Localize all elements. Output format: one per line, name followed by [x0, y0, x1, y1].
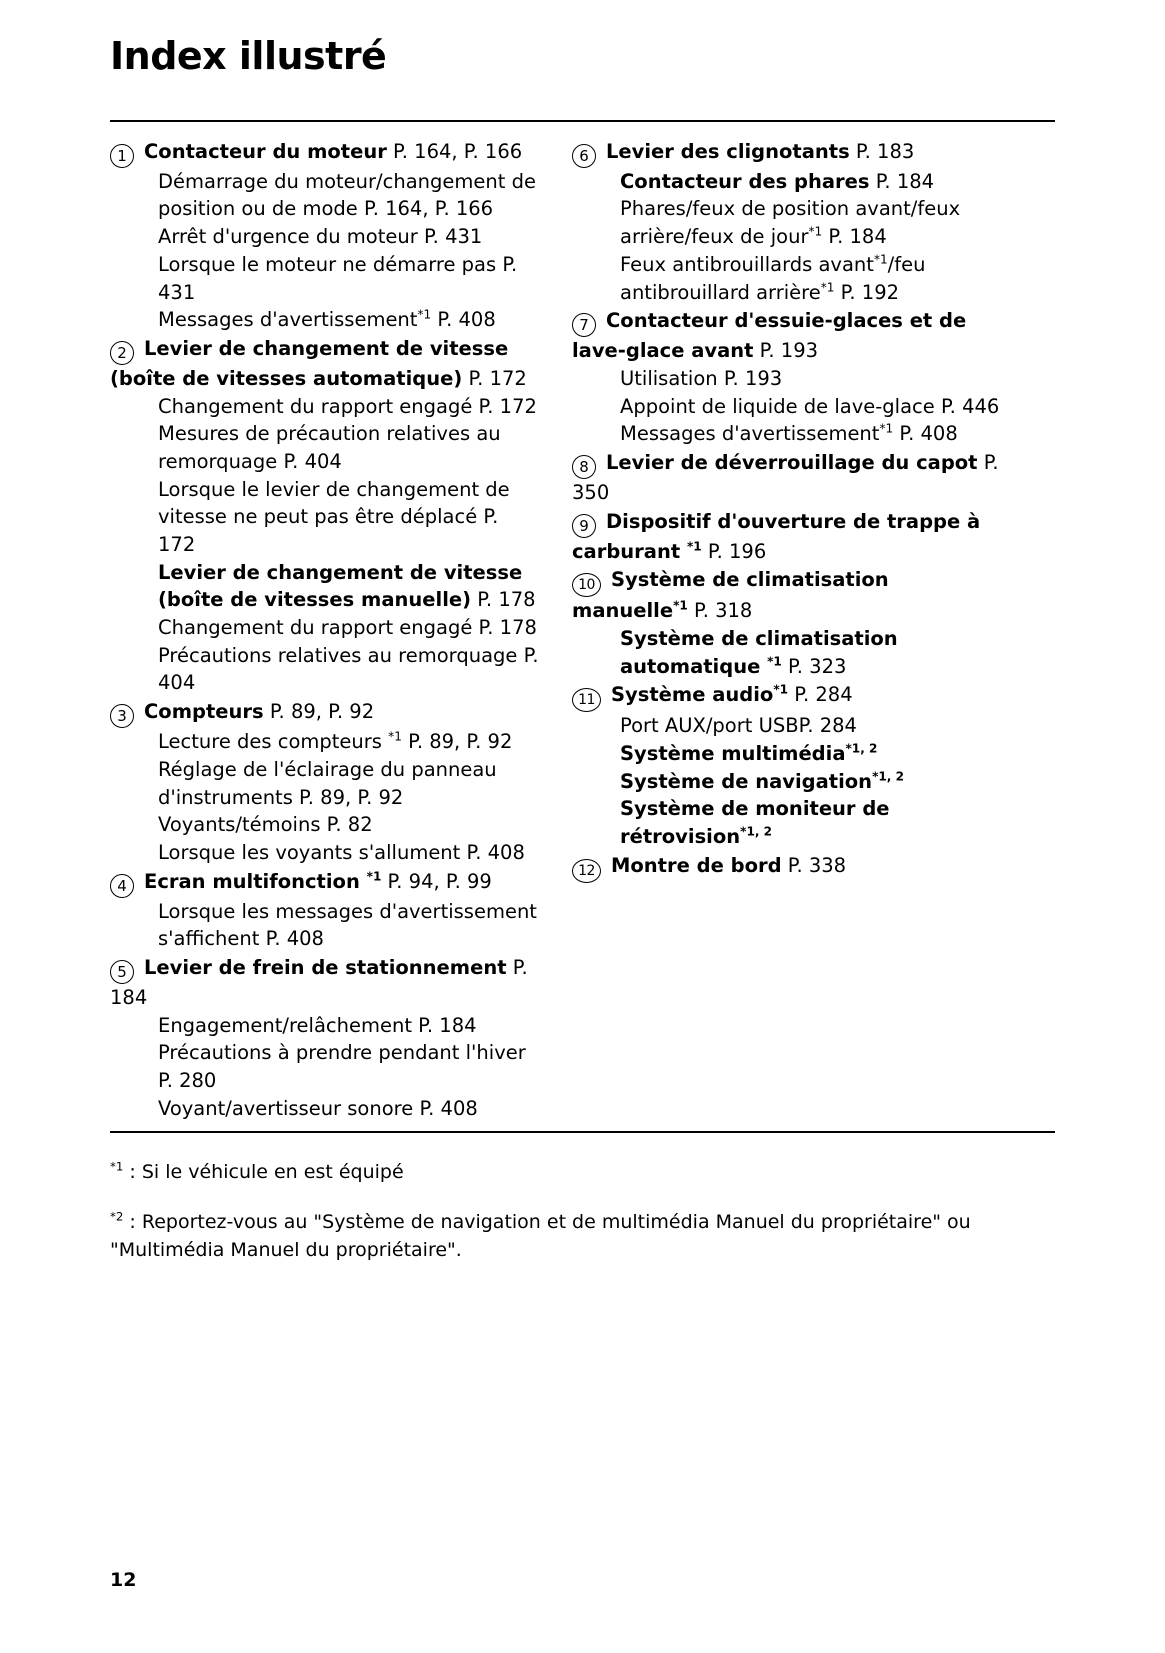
index-entry	[572, 449, 1002, 507]
entry-page-ref[interactable]: P. 318	[687, 599, 753, 623]
entry-title: Levier de déverrouillage du capot	[606, 450, 978, 474]
entry-number-badge: 6	[572, 144, 596, 168]
entry-title: Levier des clignotants	[606, 139, 850, 163]
footnote-marker: *1	[879, 421, 894, 436]
subitem-text: Lorsque le moteur ne démarre pas P. 431	[158, 252, 518, 304]
footnote-2	[110, 1209, 1055, 1264]
footnote-text: : Reportez-vous au "Système de navigation et de multimédia Manuel du propriétaire" ou "Multimédia Manuel du propriétaire".	[110, 1210, 971, 1261]
entry-subitem[interactable]	[572, 740, 1002, 768]
entry-page-ref[interactable]: P. 350	[572, 450, 999, 504]
subitem-text: Système de moniteur de rétrovision	[620, 797, 890, 849]
subitem-page-ref: P. 178	[471, 588, 536, 612]
subitem-page-ref: P. 89, P. 92	[401, 730, 513, 754]
entry-page-ref[interactable]: P. 164, P. 166	[386, 139, 523, 163]
footnote-1	[110, 1159, 1055, 1187]
entry-page-ref[interactable]: P. 196	[701, 539, 767, 563]
page-number: 12	[110, 1569, 137, 1591]
entry-title: Compteurs	[144, 700, 264, 724]
entry-number-badge: 7	[572, 313, 596, 337]
entry-number-badge: 4	[110, 874, 134, 898]
index-entry	[110, 868, 540, 953]
entry-subitem[interactable]	[572, 768, 1002, 796]
footnote-marker: *1	[873, 252, 888, 267]
entry-subitem[interactable]	[110, 251, 540, 306]
entry-subitem[interactable]	[572, 625, 1002, 680]
entry-page-ref[interactable]: P. 284	[788, 683, 853, 707]
subitem-text: Changement du rapport engagé P. 172	[158, 394, 537, 418]
entry-heading	[572, 681, 1002, 712]
entry-subitem[interactable]	[572, 168, 1002, 196]
entry-number-badge: 10	[572, 573, 601, 597]
entry-subitem[interactable]	[110, 1039, 540, 1094]
entry-subitem[interactable]	[572, 195, 1002, 250]
subitem-page-ref: P. 184	[869, 169, 935, 193]
index-entry	[110, 335, 540, 697]
entry-heading	[110, 698, 540, 728]
footnote-text: : Si le véhicule en est équipé	[123, 1161, 404, 1184]
subitem-text: Arrêt d'urgence du moteur P. 431	[158, 225, 483, 249]
footnote-marker: *1, 2	[740, 824, 773, 839]
entry-subitem[interactable]	[110, 614, 540, 642]
entry-subitem[interactable]	[110, 728, 540, 756]
subitem-text: Système multimédia	[620, 742, 846, 766]
footnote-marker: *1, 2	[872, 769, 904, 784]
entry-subitem[interactable]	[572, 795, 1002, 850]
entry-heading	[110, 138, 540, 168]
entry-title: Levier de changement de vitesse (boîte de vitesses automatique)	[110, 336, 509, 390]
index-entry	[110, 698, 540, 866]
entry-subitem[interactable]	[110, 306, 540, 334]
entry-subitem[interactable]	[110, 811, 540, 839]
entry-number-badge: 9	[572, 514, 596, 538]
index-entry	[572, 138, 1002, 306]
page-title: Index illustré	[110, 34, 387, 78]
subitem-page-ref: P. 408	[431, 308, 496, 332]
subitem-text: Lorsque les voyants s'allument P. 408	[158, 840, 525, 864]
entry-number-badge: 5	[110, 960, 134, 984]
footnote-marker: *1, 2	[845, 741, 878, 756]
entry-subitem[interactable]	[110, 839, 540, 867]
entry-subitem[interactable]	[572, 393, 1002, 421]
entry-number-badge: 11	[572, 688, 601, 712]
index-entry	[572, 681, 1002, 850]
entry-page-ref[interactable]: P. 89, P. 92	[263, 700, 375, 724]
entry-heading	[110, 335, 540, 393]
entry-heading	[110, 868, 540, 898]
entry-subitem[interactable]	[110, 476, 540, 559]
subitem-text: Utilisation P. 193	[620, 366, 783, 390]
subitem-text: Appoint de liquide de lave-glace P. 446	[620, 394, 1000, 418]
index-entry	[572, 852, 1002, 883]
subitem-text: Messages d'avertissement	[158, 308, 418, 332]
entry-number-badge: 8	[572, 455, 596, 479]
subitem-text: Phares/feux de position avant/feux arrière/feux de jour	[620, 197, 961, 249]
footnote-marker: *1	[820, 280, 835, 295]
subitem-text: Messages d'avertissement	[620, 422, 880, 446]
subitem-text: Mesures de précaution relatives au remorquage P. 404	[158, 422, 501, 473]
entry-page-ref[interactable]: P. 183	[849, 139, 915, 163]
subitem-text: Changement du rapport engagé P. 178	[158, 616, 537, 640]
subitem-page-ref: P. 184	[822, 225, 887, 249]
entry-subitem[interactable]	[110, 223, 540, 251]
entry-heading	[572, 449, 1002, 507]
subitem-text: Système de climatisation automatique	[620, 627, 898, 678]
entry-subitem[interactable]	[110, 168, 540, 223]
footnote-marker: *1	[773, 682, 789, 697]
entry-title: Montre de bord	[611, 853, 782, 877]
entry-title: Système audio	[611, 683, 774, 707]
index-entry	[572, 566, 1002, 680]
entry-subitem[interactable]	[110, 756, 540, 811]
entry-heading	[572, 852, 1002, 883]
footnote-marker: *1	[388, 729, 402, 744]
entry-number-badge: 12	[572, 859, 601, 883]
entry-subitem[interactable]	[110, 1012, 540, 1040]
left-column	[110, 138, 540, 1124]
right-column	[572, 138, 1002, 884]
entry-subitem[interactable]	[110, 898, 540, 953]
subitem-text: Système de navigation	[620, 769, 873, 793]
entry-subitem[interactable]	[572, 365, 1002, 393]
subitem-text: Démarrage du moteur/changement de position ou de mode P. 164, P. 166	[158, 169, 536, 221]
subitem-text: Précautions à prendre pendant l'hiver P. 280	[158, 1041, 526, 1093]
index-entry	[110, 954, 540, 1122]
footnote-marker: *1	[767, 654, 782, 669]
footer-divider	[110, 1131, 1055, 1133]
entry-number-badge: 1	[110, 144, 134, 168]
entry-heading	[572, 138, 1002, 168]
entry-subitem[interactable]	[110, 393, 540, 421]
entry-heading	[572, 566, 1002, 625]
entry-subitem[interactable]	[572, 712, 1002, 740]
subitem-text: Voyants/témoins P. 82	[158, 813, 373, 837]
subitem-text: Voyant/avertisseur sonore P. 408	[158, 1096, 478, 1120]
entry-page-ref[interactable]: P. 94, P. 99	[381, 869, 492, 893]
entry-page-ref[interactable]: P. 184	[110, 955, 528, 1009]
footnote-marker: *1	[366, 869, 382, 884]
entry-heading	[110, 954, 540, 1012]
entry-title: Ecran multifonction	[144, 869, 367, 893]
entry-heading	[572, 307, 1002, 365]
subitem-text: Feux antibrouillards avant	[620, 252, 874, 276]
entry-subitem[interactable]	[572, 251, 1002, 306]
entry-page-ref[interactable]: P. 193	[753, 339, 819, 363]
entry-title: Système de climatisation manuelle	[572, 568, 889, 623]
subitem-text: Port AUX/port USBP. 284	[620, 714, 857, 738]
index-entry	[572, 508, 1002, 566]
entry-page-ref[interactable]: P. 338	[781, 853, 847, 877]
subitem-text: Lorsque les messages d'avertissement s'affichent P. 408	[158, 899, 537, 951]
subitem-page-ref: P. 408	[893, 422, 958, 446]
entry-subitem[interactable]	[110, 559, 540, 614]
entry-page-ref[interactable]: P. 172	[462, 366, 527, 390]
entry-title: Levier de frein de stationnement	[144, 955, 507, 979]
subitem-text: Lorsque le levier de changement de vitesse ne peut pas être déplacé P. 172	[158, 477, 510, 557]
subitem-text-cont: /feu antibrouillard arrière	[620, 252, 926, 304]
entry-title: Dispositif d'ouverture de trappe à carburant	[572, 509, 981, 563]
footnote-marker: *1	[808, 224, 823, 239]
subitem-text: Contacteur des phares	[620, 169, 870, 193]
index-entry	[572, 307, 1002, 448]
entry-title: Contacteur du moteur	[144, 139, 387, 163]
footnote-marker: *1	[110, 1160, 124, 1175]
subitem-text: Lecture des compteurs	[158, 730, 389, 754]
index-columns	[110, 138, 1055, 1124]
footnote-marker: *2	[110, 1209, 124, 1224]
footnote-marker: *1	[673, 598, 688, 613]
entry-title: Contacteur d'essuie-glaces et de lave-glace avant	[572, 309, 967, 363]
subitem-text: Levier de changement de vitesse (boîte de vitesses manuelle)	[158, 560, 523, 612]
entry-number-badge: 2	[110, 341, 134, 365]
entry-subitem[interactable]	[110, 420, 540, 475]
subitem-text: Précautions relatives au remorquage P. 404	[158, 643, 539, 695]
subitem-text: Réglage de l'éclairage du panneau d'instruments P. 89, P. 92	[158, 757, 497, 809]
entry-number-badge: 3	[110, 704, 134, 728]
entry-subitem[interactable]	[110, 1095, 540, 1123]
subitem-text: Engagement/relâchement P. 184	[158, 1013, 477, 1037]
index-entry	[110, 138, 540, 334]
subitem-page-ref: P. 323	[781, 654, 847, 678]
entry-heading	[572, 508, 1002, 566]
footnote-marker: *1	[417, 307, 432, 322]
entry-subitem[interactable]	[110, 642, 540, 697]
header-divider	[110, 120, 1055, 122]
footnote-marker: *1	[686, 539, 702, 554]
entry-subitem[interactable]	[572, 420, 1002, 448]
subitem-page-ref: P. 192	[834, 280, 900, 304]
